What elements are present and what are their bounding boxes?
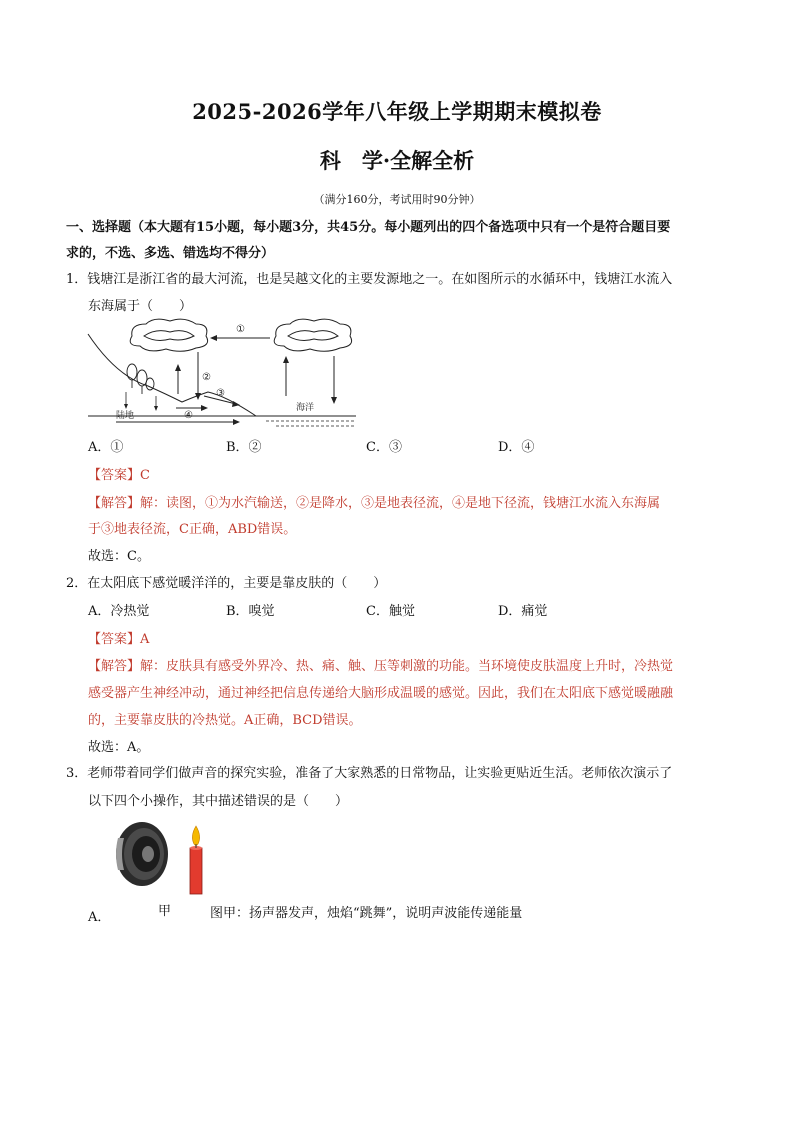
arrow-vapor-transport (210, 335, 217, 341)
candle-icon (190, 826, 202, 894)
water-cycle-diagram (86, 316, 356, 434)
ocean-label: 海洋 (296, 403, 315, 413)
q1-option-b[interactable]: B．② (226, 440, 262, 455)
q3-stem-line2: 以下四个小操作，其中描述错误的是（ ） (88, 794, 349, 809)
left-cloud (130, 319, 207, 351)
arrow-surface-runoff (232, 401, 240, 407)
arrow-ocean-evaporation (283, 356, 289, 363)
q2-option-c[interactable]: C．触觉 (366, 604, 415, 619)
q2-option-a[interactable]: A．冷热觉 (88, 604, 150, 619)
label-3: ③ (216, 388, 225, 399)
figure-label-jia: 甲 (158, 904, 172, 919)
q2-answer: 【答案】A (88, 632, 150, 647)
speaker-candle-figure (110, 818, 220, 898)
land-slope (88, 334, 356, 416)
label-4: ④ (184, 410, 193, 421)
section-heading (66, 215, 726, 267)
q3-option-a-text[interactable]: 图甲：扬声器发声，烛焰“跳舞”，说明声波能传递能量 (210, 906, 523, 921)
q1-analysis-line2: 于③地表径流，C正确，ABD错误。 (88, 522, 297, 537)
label-2: ② (202, 372, 211, 383)
q3-stem-line1: 3．老师带着同学们做声音的探究实验，准备了大家熟悉的日常物品，让实验更贴近生活。老师依次演示了 (66, 766, 673, 781)
q2-stem: 2．在太阳底下感觉暖洋洋的，主要是靠皮肤的（ ） (66, 576, 387, 591)
q1-option-a[interactable]: A．① (88, 440, 124, 455)
q1-option-c[interactable]: C．③ (366, 440, 402, 455)
q2-conclusion: 故选：A。 (88, 740, 150, 755)
q2-option-d[interactable]: D．痛觉 (498, 604, 548, 619)
q1-option-d[interactable]: D．④ (498, 440, 535, 455)
trees-icon (127, 364, 154, 394)
q2-analysis-line3: 的，主要靠皮肤的冷热觉。A正确，BCD错误。 (88, 713, 362, 728)
page-subtitle: 科 学·全解全析 (319, 148, 475, 173)
q2-analysis-line1: 【解答】解：皮肤具有感受外界冷、热、痛、触、压等刺激的功能。当环境使皮肤温度上升时，冷热觉 (88, 659, 674, 674)
right-cloud (274, 319, 351, 351)
q1-answer: 【答案】C (88, 468, 150, 483)
arrow-groundwater (201, 405, 208, 411)
land-label: 陆地 (116, 411, 135, 421)
q3-option-a-letter[interactable]: A． (88, 910, 111, 925)
q1-stem-line1: 1．钱塘江是浙江省的最大河流，也是吴越文化的主要发源地之一。在如图所示的水循环中，钱塘江水流入 (66, 272, 673, 287)
q1-conclusion: 故选：C。 (88, 549, 150, 564)
q2-option-b[interactable]: B．嗅觉 (226, 604, 275, 619)
q1-stem-line2: 东海属于（ ） (88, 299, 193, 314)
label-1: ① (236, 324, 245, 335)
score-note: （满分160分，考试用时90分钟） (313, 193, 481, 206)
section-heading-line1: 一、选择题（本大题有15小题，每小题3分，共45分。每小题列出的四个备选项中只有一个是符合题目要 (66, 220, 671, 235)
q2-analysis-line2: 感受器产生神经冲动，通过神经把信息传递给大脑形成温暖的感觉。因此，我们在太阳底下感觉暖融融 (88, 686, 674, 701)
page-title: 2025-2026学年八年级上学期期末模拟卷 (192, 99, 602, 124)
speaker-icon (116, 822, 168, 886)
arrow-ocean-precipitation (331, 397, 337, 404)
q1-analysis-line1: 【解答】解：读图，①为水汽输送，②是降水，③是地表径流，④是地下径流，钱塘江水流入东海属 (88, 496, 661, 511)
section-heading-line2: 求的，不选、多选、错选均不得分） (66, 246, 275, 261)
